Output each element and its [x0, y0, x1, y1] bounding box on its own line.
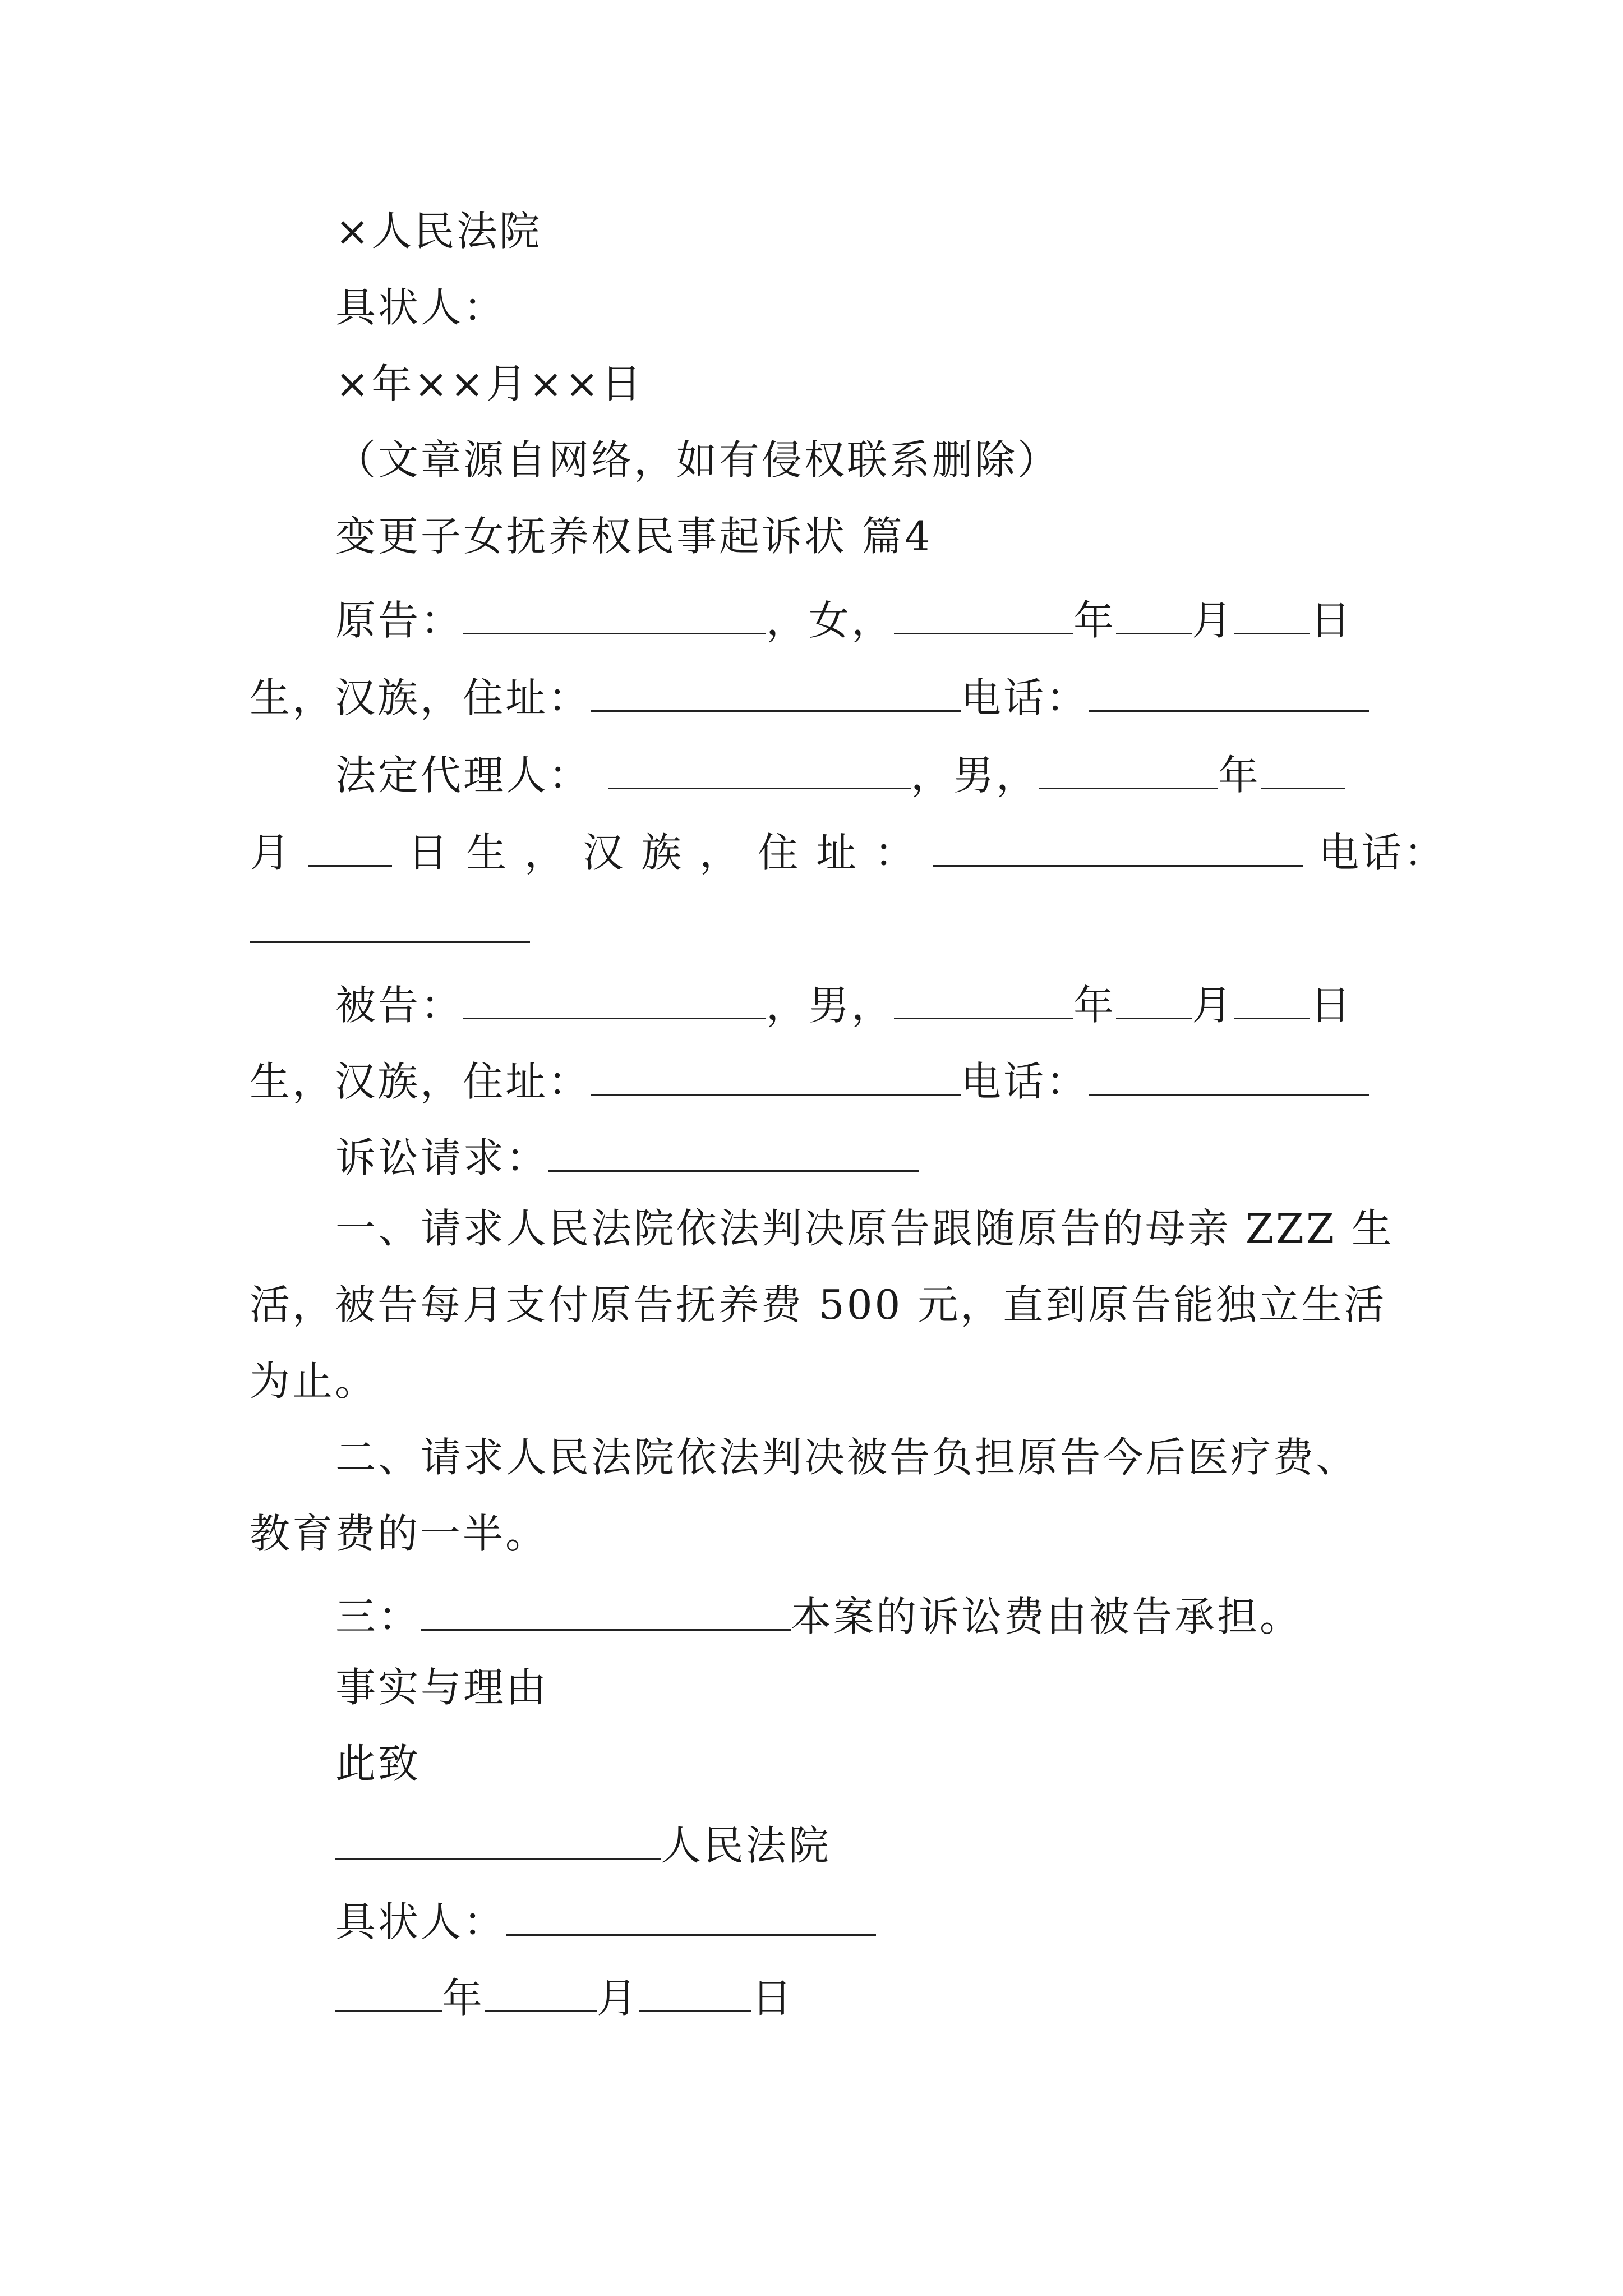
court-line	[335, 1812, 1384, 1868]
request-1-line-2: 活，被告每月支付原告抚养费 500 元，直到原告能独立生活	[250, 1281, 1387, 1328]
claims-label: 诉讼请求：	[335, 1134, 549, 1181]
guardian-comma-2: ，	[699, 829, 743, 876]
guardian-han-2: 族	[641, 829, 684, 876]
bottom-year-label: 年	[442, 1975, 485, 2022]
defendant-birth-day-blank	[1234, 972, 1310, 1019]
plaintiff-birth-month-blank	[1116, 587, 1192, 634]
claims-line	[335, 1124, 1384, 1180]
request-2-line-2: 教育费的一半。	[250, 1510, 548, 1557]
plaintiff-year-label: 年	[1073, 597, 1117, 644]
guardian-phone-blank	[250, 895, 530, 943]
plaintiff-signature-line: 具状人：	[335, 284, 506, 331]
guardian-label: 法定代理人：	[335, 752, 592, 799]
defendant-address-blank	[591, 1048, 961, 1096]
plaintiff-name-blank	[463, 587, 766, 634]
request-3-line	[335, 1583, 1384, 1639]
defendant-name-blank	[463, 972, 766, 1019]
plaintiff-line-2	[250, 664, 1382, 720]
facts-heading: 事实与理由	[335, 1664, 549, 1711]
plaintiff-phone-label: 电话：	[961, 674, 1089, 721]
request-2-line-1: 二、请求人民法院依法判决被告负担原告今后医疗费、	[335, 1434, 1359, 1481]
plaintiff-day-label: 日	[1310, 597, 1353, 644]
defendant-gender: ，男，	[766, 982, 895, 1029]
defendant-line-1	[335, 972, 1384, 1028]
defendant-year-label: 年	[1073, 982, 1117, 1029]
plaintiff-birth-day-blank	[1234, 587, 1310, 634]
guardian-year-label: 年	[1218, 752, 1261, 799]
defendant-birth-year-blank	[894, 972, 1073, 1019]
guardian-birth-day-blank	[308, 819, 392, 867]
defendant-label: 被告：	[335, 982, 464, 1029]
guardian-line-1	[335, 742, 1384, 798]
plaintiff-month-label: 月	[1192, 597, 1235, 644]
signature-blank	[506, 1888, 876, 1936]
bottom-day-label: 日	[751, 1975, 795, 2022]
defendant-day-label: 日	[1310, 982, 1353, 1029]
guardian-address-blank	[933, 819, 1303, 867]
bottom-month-label: 月	[597, 1975, 640, 2022]
request-1-line-3: 为止。	[250, 1358, 378, 1405]
plaintiff-label: 原告：	[335, 597, 464, 644]
request-1-line-1: 一、请求人民法院依法判决原告跟随原告的母亲 ZZZ 生	[335, 1205, 1394, 1252]
plaintiff-gender: ，女，	[766, 597, 895, 644]
bottom-day-blank	[639, 1964, 751, 2012]
guardian-month-label: 月	[250, 829, 293, 876]
plaintiff-birth-year-blank	[894, 587, 1073, 634]
guardian-name-blank	[608, 742, 911, 789]
signature-line	[335, 1888, 1384, 1944]
request-3-blank	[421, 1583, 791, 1631]
guardian-han-1: 汉	[583, 829, 626, 876]
defendant-month-label: 月	[1192, 982, 1235, 1029]
court-name-blank	[335, 1812, 661, 1860]
guardian-born-label: 生	[466, 829, 509, 876]
guardian-address-1: 住	[758, 829, 801, 876]
defendant-birth-month-blank	[1116, 972, 1192, 1019]
guardian-colon: ：	[874, 829, 917, 876]
guardian-birth-year-blank	[1039, 742, 1218, 789]
defendant-line-2	[250, 1048, 1382, 1104]
guardian-day-label: 日	[408, 829, 451, 876]
guardian-line-3	[250, 895, 1382, 951]
bottom-month-blank	[485, 1964, 597, 2012]
guardian-address-2: 址	[816, 829, 859, 876]
defendant-phone-blank	[1089, 1048, 1369, 1096]
plaintiff-line-1	[335, 587, 1384, 643]
guardian-birth-month-blank	[1261, 742, 1345, 789]
guardian-phone-label: 电话：	[1318, 829, 1447, 876]
claims-blank	[548, 1124, 919, 1172]
defendant-phone-label: 电话：	[961, 1058, 1089, 1105]
plaintiff-address-blank	[591, 664, 961, 712]
guardian-comma-1: ，	[524, 829, 568, 876]
plaintiff-phone-blank	[1089, 664, 1369, 712]
bottom-date-line	[335, 1964, 1384, 2021]
defendant-ethnicity-address-label: 生，汉族，住址：	[250, 1058, 591, 1105]
section-heading: 变更子女抚养权民事起诉状 篇4	[335, 513, 933, 560]
date-line: ×年××月××日	[335, 360, 644, 407]
source-note: （文章源自网络，如有侵权联系删除）	[335, 436, 1061, 484]
salutation: 此致	[335, 1740, 421, 1787]
request-3-text: 本案的诉讼费由被告承担。	[791, 1593, 1303, 1640]
court-name-line: ×人民法院	[335, 208, 542, 255]
guardian-gender: ，男，	[911, 752, 1039, 799]
request-3-label: 三：	[335, 1593, 421, 1640]
guardian-line-2	[250, 819, 1447, 876]
bottom-year-blank	[335, 1964, 442, 2012]
signature-label: 具状人：	[335, 1898, 506, 1945]
plaintiff-ethnicity-address-label: 生，汉族，住址：	[250, 674, 591, 721]
court-suffix: 人民法院	[661, 1822, 832, 1869]
